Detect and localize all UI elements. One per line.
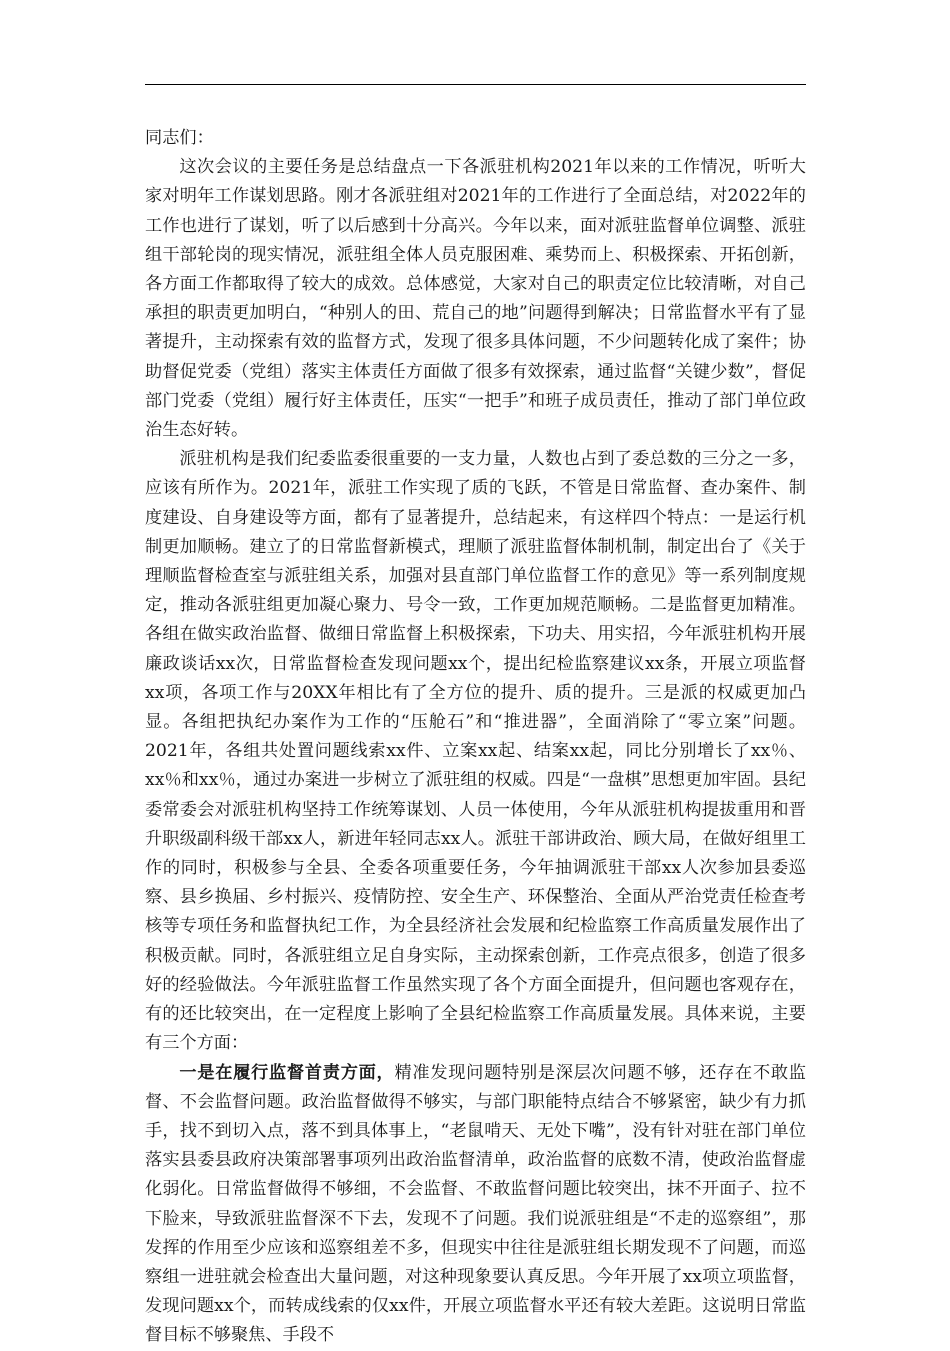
- paragraph-opening: 这次会议的主要任务是总结盘点一下各派驻机构2021年以来的工作情况，听听大家对明年工作谋划思路。刚才各派驻组对2021年的工作进行了全面总结，对2022年的工作也进行了谋划，听了以后感到十分高兴。今年以来，面对派驻监督单位调整、派驻组干部轮岗的现实情况，派驻组全体人员克服困难、乘势而上、积极探索、开拓创新，各方面工作都取得了较大的成效。总体感觉，大家对自己的职责定位比较清晰，对自己承担的职责更加明白，“种别人的田、荒自己的地”问题得到解决；日常监督水平有了显著提升，主动探索有效的监督方式，发现了很多具体问题，不少问题转化成了案件；协助督促党委（党组）落实主体责任方面做了很多有效探索，通过监督“关键少数”，督促部门党委（党组）履行好主体责任，压实“一把手”和班子成员责任，推动了部门单位政治生态好转。: [145, 157, 806, 441]
- paragraph-lead-heading: 一是在履行监督首责方面，: [179, 1062, 395, 1083]
- paragraph-achievements: 派驻机构是我们纪委监委很重要的一支力量，人数也占到了委总数的三分之一多，应该有所作为。2021年，派驻工作实现了质的飞跃，不管是日常监督、查办案件、制度建设、自身建设等方面，都有了显著提升，总结起来，有这样四个特点：一是运行机制更加顺畅。建立了的日常监督新模式，理顺了派驻监督体制机制，制定出台了《关于理顺监督检查室与派驻组关系，加强对县直部门单位监督工作的意见》等一系列制度规定，推动各派驻组更加凝心聚力、号令一致，工作更加规范顺畅。二是监督更加精准。各组在做实政治监督、做细日常监督上积极探索，下功夫、用实招，今年派驻机构开展廉政谈话xx次，日常监督检查发现问题xx个，提出纪检监察建议xx条，开展立项监督xx项，各项工作与20XX年相比有了全方位的提升、质的提升。三是派的权威更加凸显。各组把执纪办案作为工作的“压舱石”和“推进器”，全面消除了“零立案”问题。2021年，各组共处置问题线索xx件、立案xx起、结案xx起，同比分别增长了xx％、xx％和xx％，通过办案进一步树立了派驻组的权威。四是“一盘棋”思想更加牢固。县纪委常委会对派驻机构坚持工作统筹谋划、人员一体使用，今年从派驻机构提拔重用和晋升职级副科级干部xx人，新进年轻同志xx人。派驻干部讲政治、顾大局，在做好组里工作的同时，积极参与全县、全委各项重要任务，今年抽调派驻干部xx人次参加县委巡察、县乡换届、乡村振兴、疫情防控、安全生产、环保整治、全面从严治党责任检查考核等专项任务和监督执纪工作，为全县经济社会发展和纪检监察工作高质量发展作出了积极贡献。同时，各派驻组立足自身实际，主动探索创新，工作亮点很多，创造了很多好的经验做法。今年派驻监督工作虽然实现了各个方面全面提升，但问题也客观存在，有的还比较突出，在一定程度上影响了全县纪检监察工作高质量发展。具体来说，主要有三个方面：: [145, 449, 806, 1054]
- document-body: [145, 124, 806, 1351]
- header-rule: [145, 84, 806, 85]
- paragraph-problem-one: [145, 1059, 806, 1351]
- salutation: 同志们：: [145, 128, 214, 148]
- paragraph-body-text: 精准发现问题特别是深层次问题不够，还存在不敢监督、不会监督问题。政治监督做得不够实，与部门职能特点结合不够紧密，缺少有力抓手，找不到切入点，落不到具体事上，“老鼠啃天、无处下嘴”，没有针对驻在部门单位落实县委县政府决策部署事项列出政治监督清单，政治监督的底数不清，使政治监督虚化弱化。日常监督做得不够细，不会监督、不敢监督问题比较突出，抹不开面子、拉不下脸来，导致派驻监督深不下去，发现不了问题。我们说派驻组是“不走的巡察组”，那发挥的作用至少应该和巡察组差不多，但现实中往往是派驻组长期发现不了问题，而巡察组一进驻就会检查出大量问题，对这种现象要认真反思。今年开展了xx项立项监督，发现问题xx个，而转成线索的仅xx件，开展立项监督水平还有较大差距。这说明日常监督目标不够聚焦、手段不: [145, 1062, 806, 1346]
